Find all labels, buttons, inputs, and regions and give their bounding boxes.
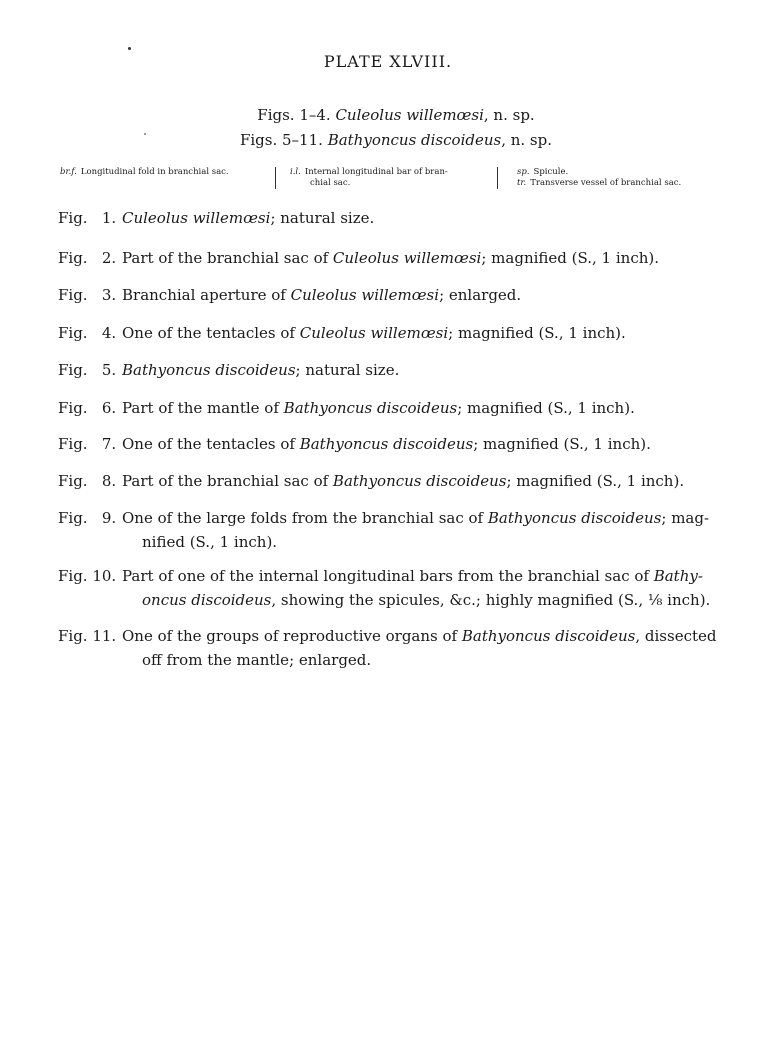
subtitle-figs-5-11: Figs. 5–11. Bathyoncus discoideus, n. sp. — [239, 131, 553, 149]
legend-entry-sp-tr: sp. Spicule. tr. Transverse vessel of branchial sac. — [517, 167, 682, 188]
page-speck — [128, 47, 131, 50]
legend-divider — [275, 167, 276, 189]
legend-divider — [497, 167, 498, 189]
plate-title: PLATE XLVIII. — [323, 52, 453, 71]
subtitle-figs-1-4: Figs. 1–4. Culeolus willemœsi, n. sp. — [257, 106, 535, 124]
legend-entry-brf: br.f. Longitudinal fold in branchial sac. — [60, 167, 229, 177]
legend-entry-il: i.l. Internal longitudinal bar of bran- chial sac. — [290, 167, 448, 188]
